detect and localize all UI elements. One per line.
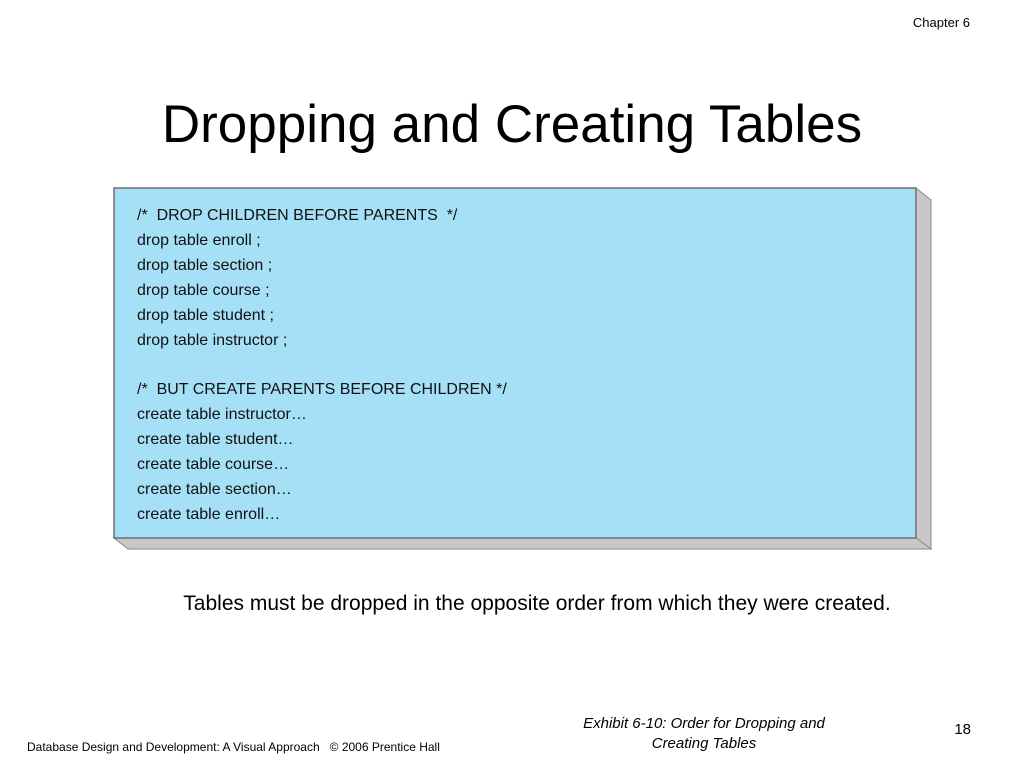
footer-text: Database Design and Development: A Visual Approach © 2006 Prentice Hall bbox=[27, 740, 440, 754]
slide-caption: Tables must be dropped in the opposite order from which they were created. bbox=[183, 592, 891, 615]
code-line: create table course… bbox=[137, 456, 290, 473]
exhibit-caption bbox=[560, 714, 848, 754]
code-line: drop table course ; bbox=[137, 282, 270, 299]
code-line: drop table instructor ; bbox=[137, 332, 288, 349]
drop-comment: /* DROP CHILDREN BEFORE PARENTS */ bbox=[137, 207, 458, 224]
create-comment: /* BUT CREATE PARENTS BEFORE CHILDREN */ bbox=[137, 381, 507, 398]
exhibit-caption-line: Exhibit 6-10: Order for Dropping and bbox=[583, 715, 825, 732]
code-line: create table instructor… bbox=[137, 406, 307, 423]
exhibit-box-side bbox=[916, 188, 931, 549]
code-line: drop table enroll ; bbox=[137, 232, 261, 249]
slide-title: Dropping and Creating Tables bbox=[161, 95, 863, 154]
code-line: drop table student ; bbox=[137, 307, 274, 324]
exhibit-code-box bbox=[113, 186, 933, 552]
code-line: create table student… bbox=[137, 431, 294, 448]
exhibit-caption-line: Creating Tables bbox=[651, 735, 757, 752]
exhibit-box-bottom bbox=[114, 538, 931, 549]
code-line: create table section… bbox=[137, 481, 292, 498]
chapter-label: Chapter 6 bbox=[912, 15, 970, 30]
code-listing bbox=[137, 203, 507, 527]
code-line: drop table section ; bbox=[137, 257, 273, 274]
code-spacer bbox=[137, 353, 507, 377]
code-line: create table enroll… bbox=[137, 506, 281, 523]
page-number: 18 bbox=[954, 721, 971, 738]
